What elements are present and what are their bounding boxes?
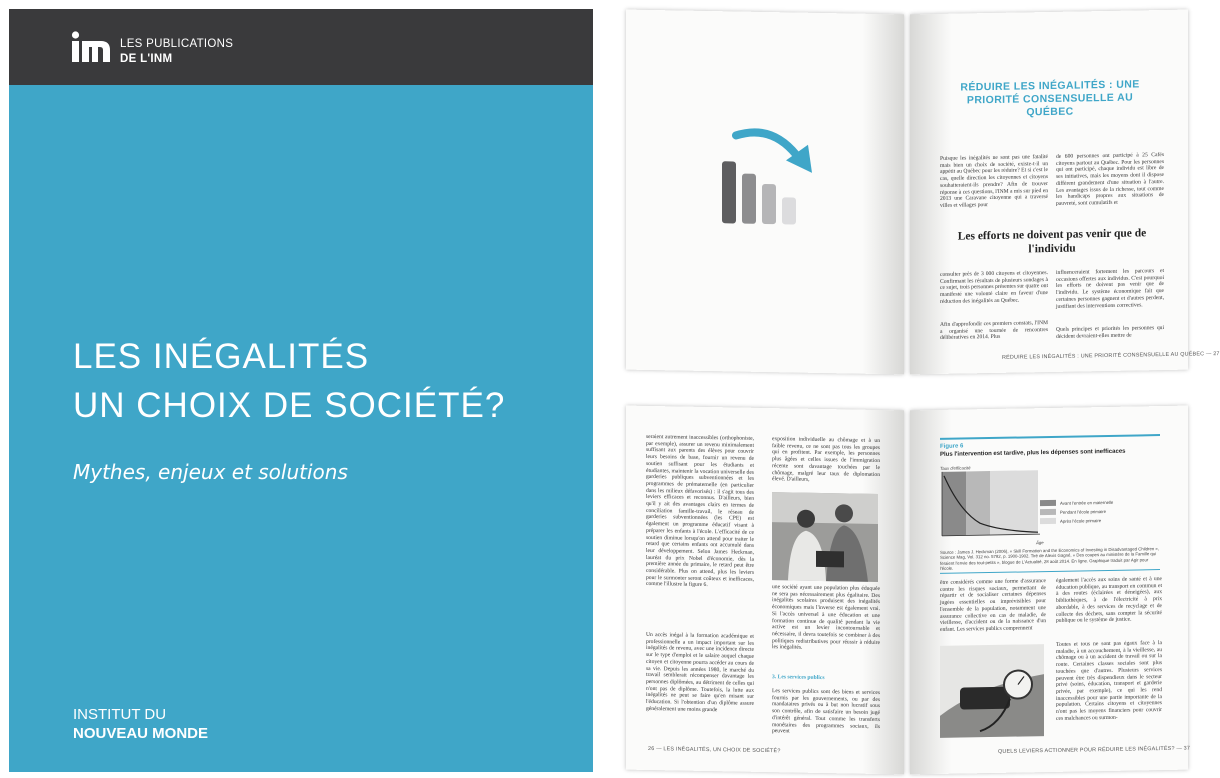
institute-line1: INSTITUT DU [73,706,167,723]
legend-label: Avant l'entrée en maternelle [1060,499,1114,506]
spread2-left-page [626,406,904,775]
spread2-left-page-number: 26 [648,745,655,753]
legend-item [1040,499,1113,506]
spread2-col4-a: également l'accès aux soins de santé et à une éducation publique, au transport en commun et à des routes (éclairées et déneigées), aux bibliothèques, à de l'électricité à prix abordable, à des services de recyclage et de collecte des déchets, sans compter la sécurité publique ou le système de justice. [1056,576,1162,625]
spread2-right-page-number: 37 [1183,745,1191,752]
spread2-col2-c: Les services publics sont des biens et services fournis par les gouvernements, ou par des mandataires privés ou à but non lucratif sous son contrôle, afin de satisfaire un besoin jugé d'intérêt général. Tout comme les transferts monétaires des programmes sociaux, ils peuvent [772,688,880,735]
spread1-footer: RÉDUIRE LES INÉGALITÉS : UNE PRIORITÉ CONSENSUELLE AU QUÉBEC — 27 [1002,351,1220,361]
publisher-line2: DE L'INM [120,53,173,65]
band-after-primary [990,470,1038,535]
cover-subtitle: Mythes, enjeux et solutions [73,460,348,484]
legend-item [1040,508,1113,515]
spread2-col4-b: Toutes et tous ne sont pas égaux face à la maladie, à un accouchement, à la vieillesse, au chômage ou à un accident de travail ou sur la route. Certaines classes sociales sont plus touchées que d'autres. Plusieurs services peuvent être très dispendieux dans le secteur privé (soins, éducation, transport et garderie privée, par exemple), ce qui les rend inaccessibles pour une partie importante de la population. Certains citoyens et citoyennes n'ont pas les moyens financiers pour couvrir ces malchances ou surmon- [1056,640,1162,722]
spread2-col1-a: seraient autrement inaccessibles (orthophoniste, par exemple), assurer un revenu minimalement suffisant aux parents des élèves pour couvrir leurs besoins de base, fournir un revenu de soutien suffisant pour les étudiants et étudiantes, maintenir la vocation universelle des garderies publiques subventionnées et les programmes de prématernelle (en particulier dans les milieux défavorisés) : il s'agit tous des leviers efficaces et reconnus. D'ailleurs, bien qu'il y ait des avantages clairs en termes de conciliation famille-travail, le réseau de garderies subventionnées (les CPE) est également un programme éducatif visant à préparer les enfants à l'école. L'efficacité de ce soutien diminue lorsqu'on attend pour traiter le retard que certains enfants ont accumulé dans leur développement. Selon James Heckman, lauréat du prix Nobel d'économie, dès la première année du primaire, le retard peut être considérable. Plus on attend, plus les leviers pour le surmonter seront coûteux et inefficaces, comme l'illustre la figure 6. [646,433,754,589]
spread2-left-footer-text: LES INÉGALITÉS, UN CHOIX DE SOCIÉTÉ? [663,746,781,755]
spread2-col3-a: être considérés comme une forme d'assurance contre les risques sociaux, permettant de répartir et de socialiser certaines dépenses jugées essentielles ou imprévisibles pour l'ensemble de la population, notamment une assurance collective en cas de maladie, de vieillesse, d'accident ou de la naissance d'un enfant. Les services publics comprennent [940,578,1046,633]
spread1-left-page [626,10,904,375]
spread2-col2-b: une société ayant une population plus éduquée ne sera pas nécessairement plus égalitaire. Des inégalités scolaires produisent des inégalités économiques mais l'inverse est également vrai. Si l'accès universel à une éducation et une formation continue de qualité pendant la vie active est un levier incontournable et nécessaire, il devra toutefois se combiner à des politiques redistributives pour réussir à réduire les inégalités. [772,584,880,651]
figure-ylabel: Taux d'efficacité [940,465,971,471]
legend-swatch [1040,518,1056,524]
inm-logo [71,31,111,63]
figure-source: Source : James J. Heckman (2006), « Skill Formation and the Economics of Investing in Disadvantaged Children », Science Mag, Vol. 312 no. 5782, p. 1900-1902. Tiré de Alexis Gagné, « Des coupes au ministère de la Famille qui feraient l'envie des tout-petits », blogue de L'Actualité, 28 août 2014. En ligne. Graphique traduit par Agir pour l'école. [940,546,1160,572]
legend-label: Après l'école primaire [1060,517,1102,524]
spread1-footer-text: RÉDUIRE LES INÉGALITÉS : UNE PRIORITÉ CONSENSUELLE AU QUÉBEC [1002,351,1205,361]
book-cover [9,9,593,772]
spread2-right-page [910,406,1191,775]
legend-label: Pendant l'école primaire [1060,508,1106,515]
spread2-col2-a: exposition individuelle au chômage et à un faible revenu, ce ne sont pas tous les groupes qui en profitent. Par exemple, les personnes plus âgées et celles issues de l'immigration récente sont davantage touchées par le chômage, malgré leur taux de diplomation élevé. D'ailleurs, [772,436,880,483]
spread1-col1-bottom-b: Afin d'approfondir ces premiers constats, l'INM a organisé une tournée de rencontres délibératives en 2014. Plus [940,320,1048,342]
figure-legend [1040,499,1113,524]
publisher-line1: LES PUBLICATIONS [120,38,234,50]
spread2-right-footer-text: QUELS LEVIERS ACTIONNER POUR RÉDUIRE LES INÉGALITÉS? [998,745,1175,755]
spread1-right-page [910,10,1220,375]
spread1-col2-top: de 600 personnes ont participé à 25 Cafés citoyens partout au Québec. Pour les personnes qui ont participé, chaque individu est libre de ses initiatives, mais les moyens dont il dispose diffèrent grandement d'une situation à l'autre. Les avantages issus de la richesse, tout comme les handicaps propres aux situations de pauvreté, sont cumulatifs et [1056,151,1164,207]
legend-swatch [1040,509,1056,515]
spread1-col1-top: Puisque les inégalités ne sont pas une fatalité mais bien un choix de société, existe-t-il un appétit au Québec pour les réduire? Et si c'est le cas, quelle direction les citoyennes et citoyens souhaiteraient-ils prendre? Afin de trouver réponse à ces questions, l'INM a mis sur pied en 2013 une Caravane citoyenne qui a traversé villes et villages pour [940,154,1048,209]
spread2-col1-b: Un accès inégal à la formation académique et professionnelle a un impact important sur les inégalités de revenu, avec une incidence directe sur le type d'emploi et le salaire auquel chaque citoyen et citoyenne pourra accéder au cours de sa vie. Depuis les années 1980, le marché du travail semblerait récompenser davantage les personnes diplômées, au détriment de celles qui n'ont pas de diplôme. Toutefois, la lutte aux inégalités ne peut se faire qu'en misant sur l'éducation. Si l'obtention d'un diplôme assure généralement une moins grande [646,631,754,713]
section-title: RÉDUIRE LES INÉGALITÉS : UNE PRIORITÉ CONSENSUELLE AU QUÉBEC [960,78,1140,119]
figure-title: Plus l'intervention est tardive, plus les dépenses sont inefficaces [940,448,1126,458]
legend-swatch [1040,500,1056,506]
spread1-page-number: 27 [1213,351,1220,358]
spread1-col2-bottom-b: Quels principes et priorités les personnes qui décident devraient-elles mettre de [1056,324,1164,340]
institute-line2: NOUVEAU MONDE [73,725,209,742]
decreasing-bars-illustration [716,121,826,233]
legend-item [1040,517,1113,524]
figure-xlabel: Âge [1036,540,1044,546]
figure-label: Figure 6 [940,443,964,450]
spread1-col1-bottom-a: consulter près de 3 000 citoyens et citoyennes. Confirmant les résultats de plusieurs sondages à ce sujet, trois personnes présentes sur quatre ont manifesté une volonté claire en faveur d'une réduction des inégalités au Québec. [940,270,1048,305]
band-before-kindergarten [942,471,966,535]
spread2-right-footer: QUELS LEVIERS ACTIONNER POUR RÉDUIRE LES INÉGALITÉS? — 37 [998,745,1191,755]
spread1-col2-bottom-a: influenceraient fortement les parcours et occasions offertes aux individus. C'est pourquoi les efforts ne doivent pas venir que de l'individu. Le système économique fait que certaines personnes gagnent et d'autres perdent, justifiant des interventions correctives. [1056,267,1164,310]
public-services-heading: 3. Les services publics [772,674,825,682]
students-photo [772,492,878,582]
efficiency-chart [940,470,1040,540]
cover-title-line1: LES INÉGALITÉS [73,337,370,376]
cover-title-line2: UN CHOIX DE SOCIÉTÉ? [73,386,506,425]
cover-header-band [9,9,593,85]
figure-rule [940,434,1160,440]
pull-quote: Les efforts ne doivent pas venir que de l'individu [957,227,1147,256]
blood-pressure-photo [940,644,1044,738]
spread2-left-footer: 26 — LES INÉGALITÉS, UN CHOIX DE SOCIÉTÉ? [648,745,781,755]
